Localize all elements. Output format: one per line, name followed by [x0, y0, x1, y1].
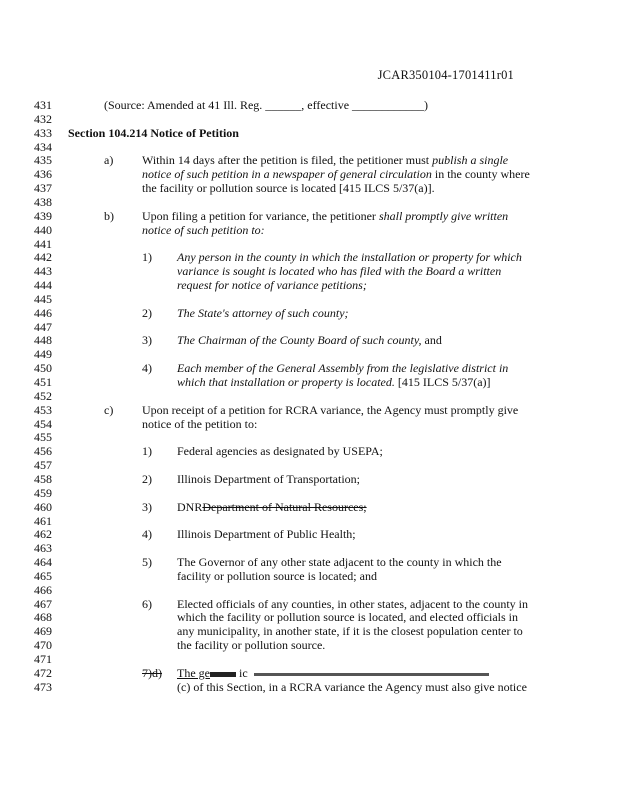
text-run: the facility or pollution source is located [415 ILCS 5/37(a)].	[142, 181, 435, 196]
paragraph-marker: 4)	[142, 361, 152, 376]
line-451	[0, 375, 618, 389]
line-448	[0, 333, 618, 347]
line-text	[177, 333, 442, 347]
line-456	[0, 444, 618, 458]
line-458	[0, 472, 618, 486]
line-447	[0, 320, 618, 334]
line-text	[177, 666, 489, 680]
line-number: 466	[34, 582, 52, 597]
line-text	[177, 500, 367, 514]
text-run: Illinois Department of Public Health;	[177, 527, 356, 542]
line-text	[177, 444, 383, 458]
line-number: 441	[34, 236, 52, 251]
section-heading	[68, 126, 239, 140]
line-452	[0, 389, 618, 403]
line-433	[0, 126, 618, 140]
paragraph-marker: 2)	[142, 471, 152, 486]
line-text	[177, 264, 501, 278]
line-468	[0, 610, 618, 624]
line-number: 460	[34, 499, 52, 514]
paragraph-marker: c)	[104, 402, 114, 417]
line-466	[0, 583, 618, 597]
line-number: 447	[34, 319, 52, 334]
line-434	[0, 140, 618, 154]
line-462	[0, 527, 618, 541]
line-text	[142, 209, 508, 223]
text-run: any municipality, in another state, if it is the closest population center to	[177, 624, 523, 639]
line-number: 453	[34, 402, 52, 417]
line-text	[177, 638, 325, 652]
line-number: 462	[34, 527, 52, 542]
paragraph-marker: 1)	[142, 250, 152, 265]
line-text	[177, 597, 528, 611]
paragraph-marker: 6)	[142, 596, 152, 611]
line-number: 461	[34, 513, 52, 528]
statutory-italic-text: notice of such petition in a newspaper of general circulation	[142, 167, 432, 182]
line-text	[177, 278, 367, 292]
line-450	[0, 361, 618, 375]
line-number: 433	[34, 125, 52, 140]
text-run: Elected officials of any counties, in other states, adjacent to the county in	[177, 596, 528, 611]
line-number: 473	[34, 679, 52, 694]
text-run: Illinois Department of Transportation;	[177, 471, 360, 486]
line-number: 444	[34, 278, 52, 293]
line-473	[0, 680, 618, 694]
line-number: 471	[34, 652, 52, 666]
paragraph-marker: 5)	[142, 555, 152, 570]
line-432	[0, 112, 618, 126]
line-number: 443	[34, 264, 52, 279]
statutory-italic-text: request for notice of variance petitions;	[177, 278, 367, 293]
line-number: 446	[34, 305, 52, 320]
line-442	[0, 250, 618, 264]
line-number: 470	[34, 638, 52, 653]
text-run: and	[421, 333, 442, 348]
text-run: The ge	[177, 665, 210, 680]
statutory-italic-text: The State's attorney of such county;	[177, 305, 349, 320]
line-number: 437	[34, 181, 52, 196]
line-number: 436	[34, 167, 52, 182]
line-number: 439	[34, 208, 52, 223]
line-number: 465	[34, 568, 52, 583]
line-number: 454	[34, 416, 52, 431]
line-text	[177, 610, 518, 624]
paragraph-marker: 3)	[142, 333, 152, 348]
line-number: 434	[34, 139, 52, 154]
line-463	[0, 541, 618, 555]
statutory-italic-text: The Chairman of the County Board of such county,	[177, 333, 422, 348]
text-run: The Governor of any other state adjacent to the county in which the	[177, 555, 502, 570]
statutory-italic-text: which that installation or property is located.	[177, 375, 395, 389]
statutory-italic-text: Any person in the county in which the installation or property for which	[177, 250, 522, 265]
line-453	[0, 403, 618, 417]
paragraph-marker: b)	[104, 208, 114, 223]
text-run: the facility or pollution source.	[177, 638, 326, 653]
line-number: 442	[34, 250, 52, 265]
line-number: 448	[34, 333, 52, 348]
line-472	[0, 666, 618, 680]
line-number: 455	[34, 430, 52, 445]
line-text	[177, 527, 356, 541]
line-number: 457	[34, 458, 52, 473]
line-number: 450	[34, 361, 52, 376]
line-text	[142, 167, 530, 181]
line-number: 456	[34, 444, 52, 459]
line-441	[0, 237, 618, 251]
line-435	[0, 153, 618, 167]
line-number: 432	[34, 111, 52, 126]
paragraph-marker: 4)	[142, 527, 152, 542]
statutory-italic-text: notice of such petition to:	[142, 222, 265, 237]
line-number: 467	[34, 596, 52, 611]
line-470	[0, 638, 618, 652]
line-text	[177, 680, 527, 694]
text-run: Section 104.214 Notice of Petition	[68, 125, 239, 140]
text-run: facility or pollution source is located; and	[177, 568, 377, 583]
statutory-italic-text: shall promptly give written	[378, 208, 509, 223]
line-471	[0, 652, 618, 666]
redaction-mark	[254, 673, 489, 676]
line-number: 438	[34, 194, 52, 209]
line-number: 452	[34, 388, 52, 403]
line-440	[0, 223, 618, 237]
struck-text: Department of Natural Resources;	[202, 499, 367, 514]
redaction-mark	[210, 672, 236, 677]
text-run: in the county where	[431, 167, 530, 182]
line-455	[0, 430, 618, 444]
line-number: 458	[34, 471, 52, 486]
line-467	[0, 597, 618, 611]
line-text	[177, 375, 491, 389]
line-444	[0, 278, 618, 292]
line-457	[0, 458, 618, 472]
line-number: 449	[34, 347, 52, 362]
line-431	[0, 98, 618, 112]
paragraph-marker: 3)	[142, 499, 152, 514]
text-run: (c) of this Section, in a RCRA variance the Agency must also give notice	[177, 679, 527, 694]
line-text	[142, 417, 257, 431]
line-461	[0, 514, 618, 528]
line-text	[177, 569, 377, 583]
line-number: 459	[34, 485, 52, 500]
line-443	[0, 264, 618, 278]
line-text	[142, 403, 518, 417]
line-text	[177, 306, 349, 320]
statutory-italic-text: publish a single	[432, 153, 509, 168]
text-run: DNR	[177, 499, 203, 514]
line-460	[0, 500, 618, 514]
line-number: 445	[34, 291, 52, 306]
line-number: 469	[34, 624, 52, 639]
line-number: 451	[34, 375, 52, 389]
line-436	[0, 167, 618, 181]
line-446	[0, 306, 618, 320]
statutory-italic-text: Each member of the General Assembly from the legislative district in	[177, 361, 509, 376]
line-text	[177, 472, 360, 486]
paragraph-marker: 2)	[142, 305, 152, 320]
line-454	[0, 417, 618, 431]
text-run: (Source: Amended at 41 Ill. Reg. ______, effective ____________)	[104, 98, 429, 112]
line-text	[142, 223, 265, 237]
line-469	[0, 624, 618, 638]
line-text	[177, 250, 522, 264]
line-465	[0, 569, 618, 583]
line-number: 463	[34, 541, 52, 556]
line-445	[0, 292, 618, 306]
line-437	[0, 181, 618, 195]
line-number: 472	[34, 665, 52, 680]
line-number: 435	[34, 153, 52, 168]
statutory-italic-text: variance is sought is located who has filed with the Board a written	[177, 264, 502, 279]
text-run: Upon receipt of a petition for RCRA variance, the Agency must promptly give	[142, 402, 519, 417]
line-449	[0, 347, 618, 361]
line-439	[0, 209, 618, 223]
line-text	[142, 153, 508, 167]
line-text	[104, 98, 428, 112]
line-text	[177, 361, 508, 375]
line-text	[142, 181, 435, 195]
text-run: Within 14 days after the petition is filed, the petitioner must	[142, 153, 433, 168]
line-number: 431	[34, 98, 52, 112]
text-run: Federal agencies as designated by USEPA;	[177, 444, 383, 459]
line-text	[177, 624, 523, 638]
paragraph-marker: a)	[104, 153, 114, 168]
document-header-id: JCAR350104-1701411r01	[377, 68, 514, 82]
text-run: ic	[238, 665, 248, 680]
line-number: 464	[34, 555, 52, 570]
text-run: Upon filing a petition for variance, the petitioner	[142, 208, 379, 223]
text-run: notice of the petition to:	[142, 416, 258, 431]
line-464	[0, 555, 618, 569]
text-run: [415 ILCS 5/37(a)]	[394, 375, 491, 389]
line-438	[0, 195, 618, 209]
line-text	[177, 555, 502, 569]
paragraph-marker: 1)	[142, 444, 152, 459]
text-run: which the facility or pollution source is located, and elected officials in	[177, 610, 519, 625]
line-459	[0, 486, 618, 500]
line-number: 468	[34, 610, 52, 625]
paragraph-marker: 7)d)	[142, 665, 162, 680]
line-number: 440	[34, 222, 52, 237]
